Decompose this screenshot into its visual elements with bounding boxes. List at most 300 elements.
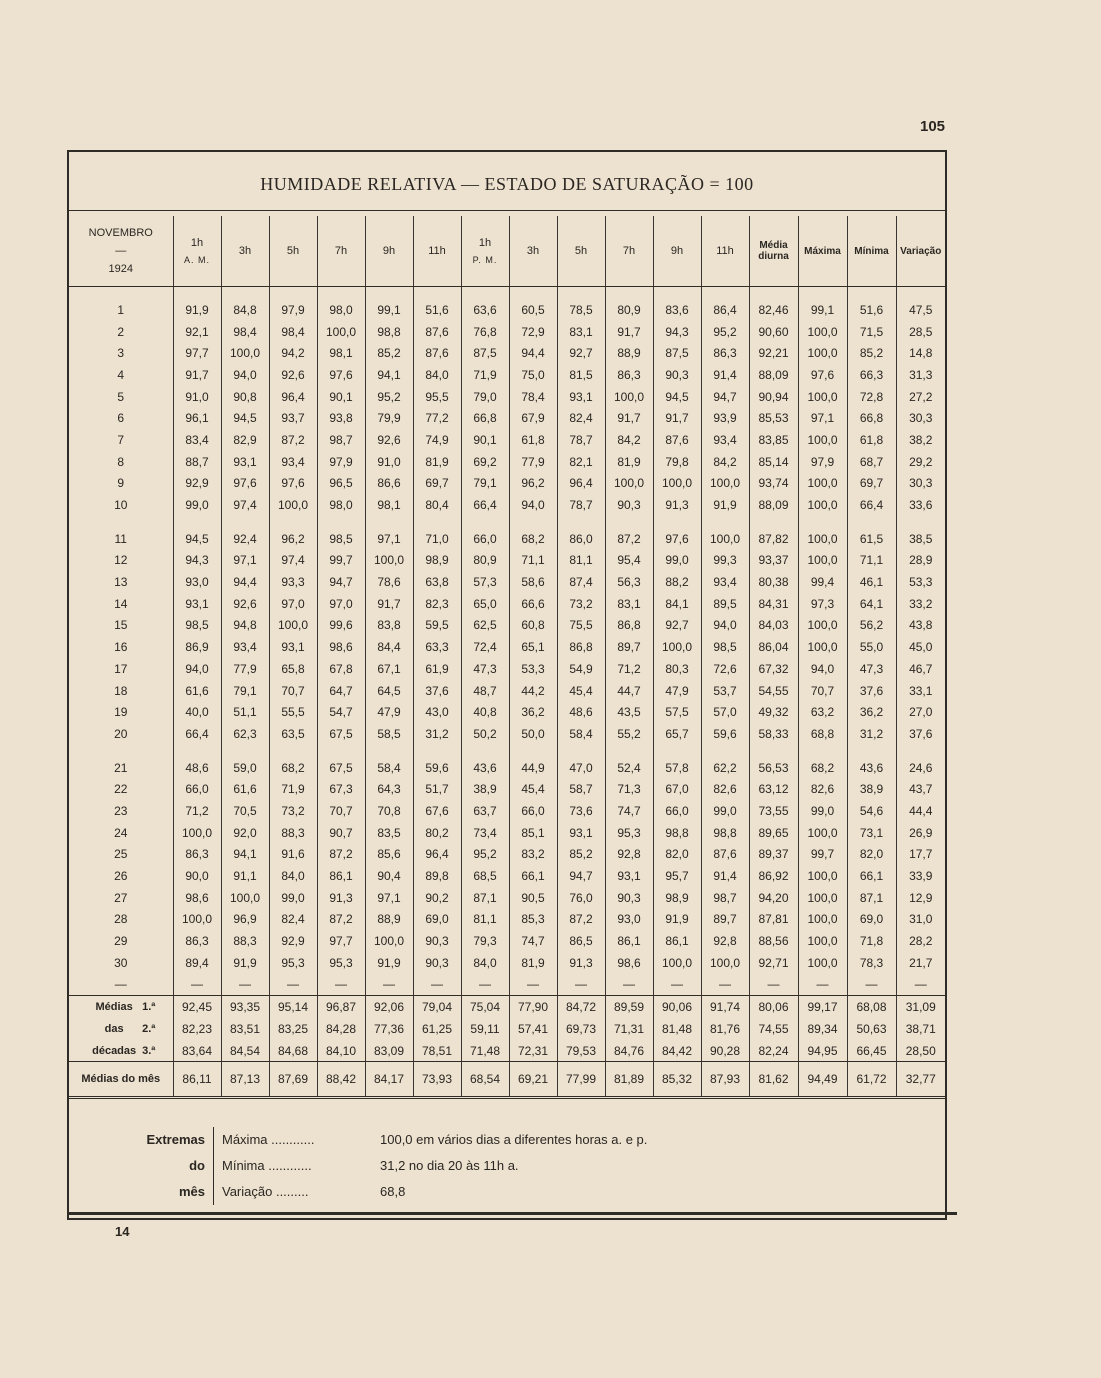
- value-cell: 98,6: [173, 887, 221, 909]
- value-cell: 46,1: [847, 571, 896, 593]
- value-cell: 33,2: [896, 593, 945, 615]
- value-cell: 84,10: [317, 1040, 365, 1062]
- spacer-cell: [317, 287, 365, 300]
- value-cell: 76,8: [461, 321, 509, 343]
- value-cell: 66,8: [461, 407, 509, 429]
- value-cell: 78,51: [413, 1040, 461, 1062]
- spacer-cell: [413, 745, 461, 757]
- value-cell: 83,64: [173, 1040, 221, 1062]
- value-cell: 86,6: [365, 473, 413, 495]
- column-header-label: 1h: [478, 237, 492, 249]
- value-cell: 91,0: [173, 386, 221, 408]
- value-cell: 88,9: [605, 342, 653, 364]
- value-cell: 33,1: [896, 680, 945, 702]
- value-cell: 81,9: [413, 451, 461, 473]
- value-cell: 74,7: [605, 800, 653, 822]
- day-cell: 16: [114, 640, 128, 655]
- value-cell: 66,1: [509, 865, 557, 887]
- column-header: [221, 216, 269, 287]
- value-cell: 87,6: [413, 321, 461, 343]
- value-cell: 28,2: [896, 930, 945, 952]
- value-cell: 82,24: [749, 1040, 798, 1062]
- value-cell: 68,7: [847, 451, 896, 473]
- value-cell: 92,71: [749, 952, 798, 974]
- value-cell: 47,9: [365, 701, 413, 723]
- value-cell: 81,9: [509, 952, 557, 974]
- value-cell: 77,2: [413, 407, 461, 429]
- value-cell: 91,9: [365, 952, 413, 974]
- value-cell: 100,0: [798, 494, 847, 516]
- value-cell: 90,5: [509, 887, 557, 909]
- spacer-cell: [509, 516, 557, 528]
- value-cell: 31,0: [896, 909, 945, 931]
- value-cell: 100,0: [173, 822, 221, 844]
- value-cell: 93,74: [749, 473, 798, 495]
- value-cell: 80,3: [653, 658, 701, 680]
- value-cell: 55,5: [269, 701, 317, 723]
- value-cell: 87,2: [317, 844, 365, 866]
- value-cell: 98,5: [317, 528, 365, 550]
- spacer-cell: [413, 287, 461, 300]
- value-cell: 21,7: [896, 952, 945, 974]
- table-frame: [67, 150, 947, 1220]
- value-cell: 72,9: [509, 321, 557, 343]
- value-cell: 54,7: [317, 701, 365, 723]
- value-cell: 57,3: [461, 571, 509, 593]
- value-cell: 95,2: [461, 844, 509, 866]
- value-cell: 57,8: [653, 757, 701, 779]
- value-cell: 91,7: [365, 593, 413, 615]
- value-cell: 71,9: [269, 778, 317, 800]
- value-cell: 90,1: [461, 429, 509, 451]
- closing-rule-row: [69, 1098, 945, 1104]
- column-header-label: 9h: [382, 245, 396, 257]
- value-cell: —: [896, 974, 945, 996]
- value-cell: 67,3: [317, 778, 365, 800]
- value-cell: 73,1: [847, 822, 896, 844]
- value-cell: 90,94: [749, 386, 798, 408]
- value-cell: 96,4: [269, 386, 317, 408]
- value-cell: —: [269, 974, 317, 996]
- value-cell: 66,0: [173, 778, 221, 800]
- value-cell: 97,1: [798, 407, 847, 429]
- value-cell: 91,1: [221, 865, 269, 887]
- value-cell: 95,3: [269, 952, 317, 974]
- value-cell: 96,87: [317, 996, 365, 1018]
- value-cell: 74,7: [509, 930, 557, 952]
- column-header-sub: P. M.: [472, 255, 498, 265]
- spacer-cell: [653, 516, 701, 528]
- decade-label-word: Médias: [95, 1001, 133, 1014]
- value-cell: 100,0: [365, 930, 413, 952]
- value-cell: 87,2: [269, 429, 317, 451]
- value-cell: 97,6: [269, 473, 317, 495]
- extremes-key: mês: [178, 1184, 205, 1199]
- table-row: [69, 593, 945, 615]
- value-cell: 47,3: [461, 658, 509, 680]
- value-cell: 91,3: [317, 887, 365, 909]
- value-cell: 94,95: [798, 1040, 847, 1062]
- table-row: [69, 974, 945, 996]
- value-cell: 94,0: [221, 364, 269, 386]
- closing-rule-cell: [69, 1098, 945, 1104]
- extremes-row: [139, 1127, 647, 1153]
- table-row: [69, 407, 945, 429]
- spacer-cell: [749, 745, 798, 757]
- value-cell: 91,3: [653, 494, 701, 516]
- table-row: [69, 429, 945, 451]
- extremes-value: 68,8: [380, 1184, 406, 1199]
- table-row: [69, 701, 945, 723]
- day-cell: 21: [114, 760, 128, 775]
- column-header: [557, 216, 605, 287]
- spacer-cell: [69, 745, 173, 757]
- value-cell: 61,8: [509, 429, 557, 451]
- value-cell: 44,2: [509, 680, 557, 702]
- value-cell: 97,6: [653, 528, 701, 550]
- value-cell: 78,3: [847, 952, 896, 974]
- decade-mean-row: [69, 996, 945, 1018]
- value-cell: 64,5: [365, 680, 413, 702]
- spacer-cell: [557, 287, 605, 300]
- value-cell: 43,8: [896, 615, 945, 637]
- spacer-cell: [701, 745, 749, 757]
- value-cell: 84,42: [653, 1040, 701, 1062]
- value-cell: 87,5: [461, 342, 509, 364]
- year-label: 1924: [108, 263, 133, 275]
- value-cell: 70,7: [798, 680, 847, 702]
- value-cell: 93,4: [269, 451, 317, 473]
- day-cell: 28: [114, 912, 128, 927]
- day-cell: 30: [114, 955, 128, 970]
- value-cell: 77,99: [557, 1062, 605, 1098]
- value-cell: —: [798, 974, 847, 996]
- value-cell: 77,90: [509, 996, 557, 1018]
- value-cell: 58,5: [365, 723, 413, 745]
- value-cell: 58,6: [509, 571, 557, 593]
- value-cell: 94,7: [701, 386, 749, 408]
- value-cell: 86,3: [173, 844, 221, 866]
- value-cell: 81,9: [605, 451, 653, 473]
- value-cell: 96,9: [221, 909, 269, 931]
- value-cell: 99,0: [269, 887, 317, 909]
- value-cell: 94,7: [317, 571, 365, 593]
- value-cell: 93,8: [317, 407, 365, 429]
- value-cell: 56,2: [847, 615, 896, 637]
- value-cell: 93,1: [269, 636, 317, 658]
- value-cell: 69,7: [847, 473, 896, 495]
- column-header: [896, 216, 945, 287]
- value-cell: 69,0: [847, 909, 896, 931]
- value-cell: 90,3: [413, 952, 461, 974]
- value-cell: 65,8: [269, 658, 317, 680]
- value-cell: 85,53: [749, 407, 798, 429]
- spacer-cell: [798, 287, 847, 300]
- value-cell: 87,93: [701, 1062, 749, 1098]
- value-cell: 87,82: [749, 528, 798, 550]
- value-cell: —: [173, 974, 221, 996]
- value-cell: 100,0: [798, 909, 847, 931]
- value-cell: 84,4: [365, 636, 413, 658]
- value-cell: 100,0: [798, 865, 847, 887]
- value-cell: 90,2: [413, 887, 461, 909]
- value-cell: 38,9: [847, 778, 896, 800]
- value-cell: 100,0: [798, 321, 847, 343]
- spacer-cell: [605, 287, 653, 300]
- spacer-cell: [509, 745, 557, 757]
- value-cell: 97,3: [798, 593, 847, 615]
- spacer-cell: [317, 516, 365, 528]
- value-cell: 98,8: [701, 822, 749, 844]
- value-cell: 62,3: [221, 723, 269, 745]
- value-cell: 95,2: [701, 321, 749, 343]
- value-cell: 82,0: [847, 844, 896, 866]
- value-cell: 86,4: [701, 299, 749, 321]
- value-cell: 83,85: [749, 429, 798, 451]
- value-cell: 94,0: [173, 658, 221, 680]
- value-cell: 61,9: [413, 658, 461, 680]
- table-row: [69, 386, 945, 408]
- spacer-cell: [317, 745, 365, 757]
- column-header-label: Mínima: [854, 245, 889, 257]
- column-header-label: 11h: [716, 245, 734, 257]
- value-cell: 90,3: [605, 887, 653, 909]
- value-cell: 43,6: [461, 757, 509, 779]
- value-cell: 99,0: [798, 800, 847, 822]
- value-cell: 84,0: [461, 952, 509, 974]
- value-cell: 66,4: [847, 494, 896, 516]
- value-cell: 68,8: [798, 723, 847, 745]
- day-cell: 13: [114, 575, 128, 590]
- value-cell: 93,4: [221, 636, 269, 658]
- value-cell: 82,46: [749, 299, 798, 321]
- value-cell: —: [847, 974, 896, 996]
- value-cell: 38,5: [896, 528, 945, 550]
- footer-number: 14: [115, 1224, 130, 1239]
- value-cell: 88,3: [221, 930, 269, 952]
- value-cell: 68,2: [269, 757, 317, 779]
- spacer-cell: [798, 516, 847, 528]
- table-row: [69, 800, 945, 822]
- value-cell: 87,13: [221, 1062, 269, 1098]
- value-cell: 97,6: [798, 364, 847, 386]
- value-cell: 79,53: [557, 1040, 605, 1062]
- value-cell: 94,4: [221, 571, 269, 593]
- value-cell: 81,5: [557, 364, 605, 386]
- value-cell: 97,7: [317, 930, 365, 952]
- value-cell: 94,0: [798, 658, 847, 680]
- value-cell: 64,1: [847, 593, 896, 615]
- value-cell: 57,41: [509, 1018, 557, 1040]
- value-cell: 40,8: [461, 701, 509, 723]
- value-cell: 70,8: [365, 800, 413, 822]
- day-cell: 20: [114, 726, 128, 741]
- value-cell: 92,4: [221, 528, 269, 550]
- value-cell: 68,2: [509, 528, 557, 550]
- value-cell: 86,3: [173, 930, 221, 952]
- value-cell: 58,4: [557, 723, 605, 745]
- value-cell: 100,0: [798, 386, 847, 408]
- value-cell: 91,7: [605, 321, 653, 343]
- column-header-sub: A. M.: [183, 255, 210, 265]
- value-cell: —: [557, 974, 605, 996]
- value-cell: 92,7: [653, 615, 701, 637]
- value-cell: 95,7: [653, 865, 701, 887]
- bottom-rule: [67, 1212, 957, 1215]
- value-cell: 94,5: [173, 528, 221, 550]
- value-cell: 60,5: [509, 299, 557, 321]
- value-cell: 84,1: [653, 593, 701, 615]
- value-cell: 92,8: [605, 844, 653, 866]
- value-cell: 84,68: [269, 1040, 317, 1062]
- value-cell: 98,9: [653, 887, 701, 909]
- spacer-cell: [847, 745, 896, 757]
- value-cell: 24,6: [896, 757, 945, 779]
- value-cell: 38,71: [896, 1018, 945, 1040]
- spacer-row: [69, 516, 945, 528]
- value-cell: —: [413, 974, 461, 996]
- value-cell: 89,34: [798, 1018, 847, 1040]
- value-cell: 68,08: [847, 996, 896, 1018]
- value-cell: 96,4: [557, 473, 605, 495]
- value-cell: 88,09: [749, 364, 798, 386]
- spacer-cell: [221, 287, 269, 300]
- value-cell: 78,7: [557, 494, 605, 516]
- value-cell: 84,54: [221, 1040, 269, 1062]
- value-cell: 93,1: [221, 451, 269, 473]
- value-cell: 87,81: [749, 909, 798, 931]
- value-cell: 86,8: [605, 615, 653, 637]
- extremes-label: Variação .........: [222, 1184, 309, 1199]
- table-row: [69, 364, 945, 386]
- value-cell: 85,2: [365, 342, 413, 364]
- value-cell: 68,54: [461, 1062, 509, 1098]
- value-cell: 77,9: [221, 658, 269, 680]
- value-cell: 100,0: [701, 528, 749, 550]
- value-cell: 59,0: [221, 757, 269, 779]
- value-cell: 87,5: [653, 342, 701, 364]
- value-cell: 98,1: [365, 494, 413, 516]
- value-cell: 84,0: [413, 364, 461, 386]
- value-cell: 80,9: [461, 550, 509, 572]
- column-header: [701, 216, 749, 287]
- value-cell: 44,7: [605, 680, 653, 702]
- value-cell: 93,35: [221, 996, 269, 1018]
- day-cell: 10: [114, 498, 128, 513]
- table-row: [69, 887, 945, 909]
- brace: [213, 1153, 222, 1179]
- value-cell: 12,9: [896, 887, 945, 909]
- value-cell: 87,6: [413, 342, 461, 364]
- value-cell: 91,9: [221, 952, 269, 974]
- spacer-row: [69, 745, 945, 757]
- value-cell: 79,04: [413, 996, 461, 1018]
- value-cell: 84,03: [749, 615, 798, 637]
- humidity-table: [69, 216, 945, 1103]
- value-cell: 81,62: [749, 1062, 798, 1098]
- value-cell: 69,2: [461, 451, 509, 473]
- day-cell: 25: [114, 847, 128, 862]
- value-cell: 59,6: [413, 757, 461, 779]
- value-cell: 51,6: [413, 299, 461, 321]
- value-cell: 100,0: [317, 321, 365, 343]
- spacer-cell: [461, 516, 509, 528]
- value-cell: 72,8: [847, 386, 896, 408]
- value-cell: 50,2: [461, 723, 509, 745]
- day-cell: 12: [114, 553, 128, 568]
- value-cell: 79,8: [653, 451, 701, 473]
- value-cell: 67,6: [413, 800, 461, 822]
- value-cell: 79,0: [461, 386, 509, 408]
- value-cell: 45,4: [509, 778, 557, 800]
- value-cell: 79,9: [365, 407, 413, 429]
- value-cell: —: [653, 974, 701, 996]
- value-cell: 60,8: [509, 615, 557, 637]
- value-cell: 100,0: [798, 636, 847, 658]
- value-cell: 66,45: [847, 1040, 896, 1062]
- value-cell: 77,9: [509, 451, 557, 473]
- value-cell: 46,7: [896, 658, 945, 680]
- spacer-cell: [365, 745, 413, 757]
- value-cell: 98,0: [317, 494, 365, 516]
- spacer-cell: [221, 516, 269, 528]
- value-cell: 96,4: [413, 844, 461, 866]
- value-cell: 38,9: [461, 778, 509, 800]
- value-cell: 92,6: [365, 429, 413, 451]
- table-row: [69, 528, 945, 550]
- value-cell: 99,17: [798, 996, 847, 1018]
- column-header: [461, 216, 509, 287]
- value-cell: 100,0: [701, 473, 749, 495]
- value-cell: 86,92: [749, 865, 798, 887]
- value-cell: 99,7: [317, 550, 365, 572]
- value-cell: 26,9: [896, 822, 945, 844]
- value-cell: 97,7: [173, 342, 221, 364]
- value-cell: 96,2: [269, 528, 317, 550]
- value-cell: 61,5: [847, 528, 896, 550]
- value-cell: 92,6: [221, 593, 269, 615]
- value-cell: 100,0: [221, 342, 269, 364]
- value-cell: 82,23: [173, 1018, 221, 1040]
- value-cell: 57,0: [701, 701, 749, 723]
- day-cell: 2: [117, 324, 125, 339]
- table-row: [69, 865, 945, 887]
- value-cell: 99,7: [798, 844, 847, 866]
- value-cell: 84,2: [605, 429, 653, 451]
- value-cell: 31,09: [896, 996, 945, 1018]
- value-cell: 72,31: [509, 1040, 557, 1062]
- value-cell: 43,7: [896, 778, 945, 800]
- value-cell: 99,6: [317, 615, 365, 637]
- value-cell: 100,0: [798, 930, 847, 952]
- value-cell: 82,9: [221, 429, 269, 451]
- value-cell: 91,7: [653, 407, 701, 429]
- value-cell: —: [509, 974, 557, 996]
- column-header-label: Média diurna: [758, 240, 789, 262]
- value-cell: 57,5: [653, 701, 701, 723]
- column-header-label: 9h: [670, 245, 684, 257]
- value-cell: 50,63: [847, 1018, 896, 1040]
- value-cell: 91,0: [365, 451, 413, 473]
- value-cell: 47,3: [847, 658, 896, 680]
- value-cell: 85,2: [847, 342, 896, 364]
- value-cell: 79,1: [461, 473, 509, 495]
- value-cell: 100,0: [798, 822, 847, 844]
- value-cell: 93,9: [701, 407, 749, 429]
- table-row: [69, 952, 945, 974]
- value-cell: 94,49: [798, 1062, 847, 1098]
- day-cell: 8: [117, 454, 125, 469]
